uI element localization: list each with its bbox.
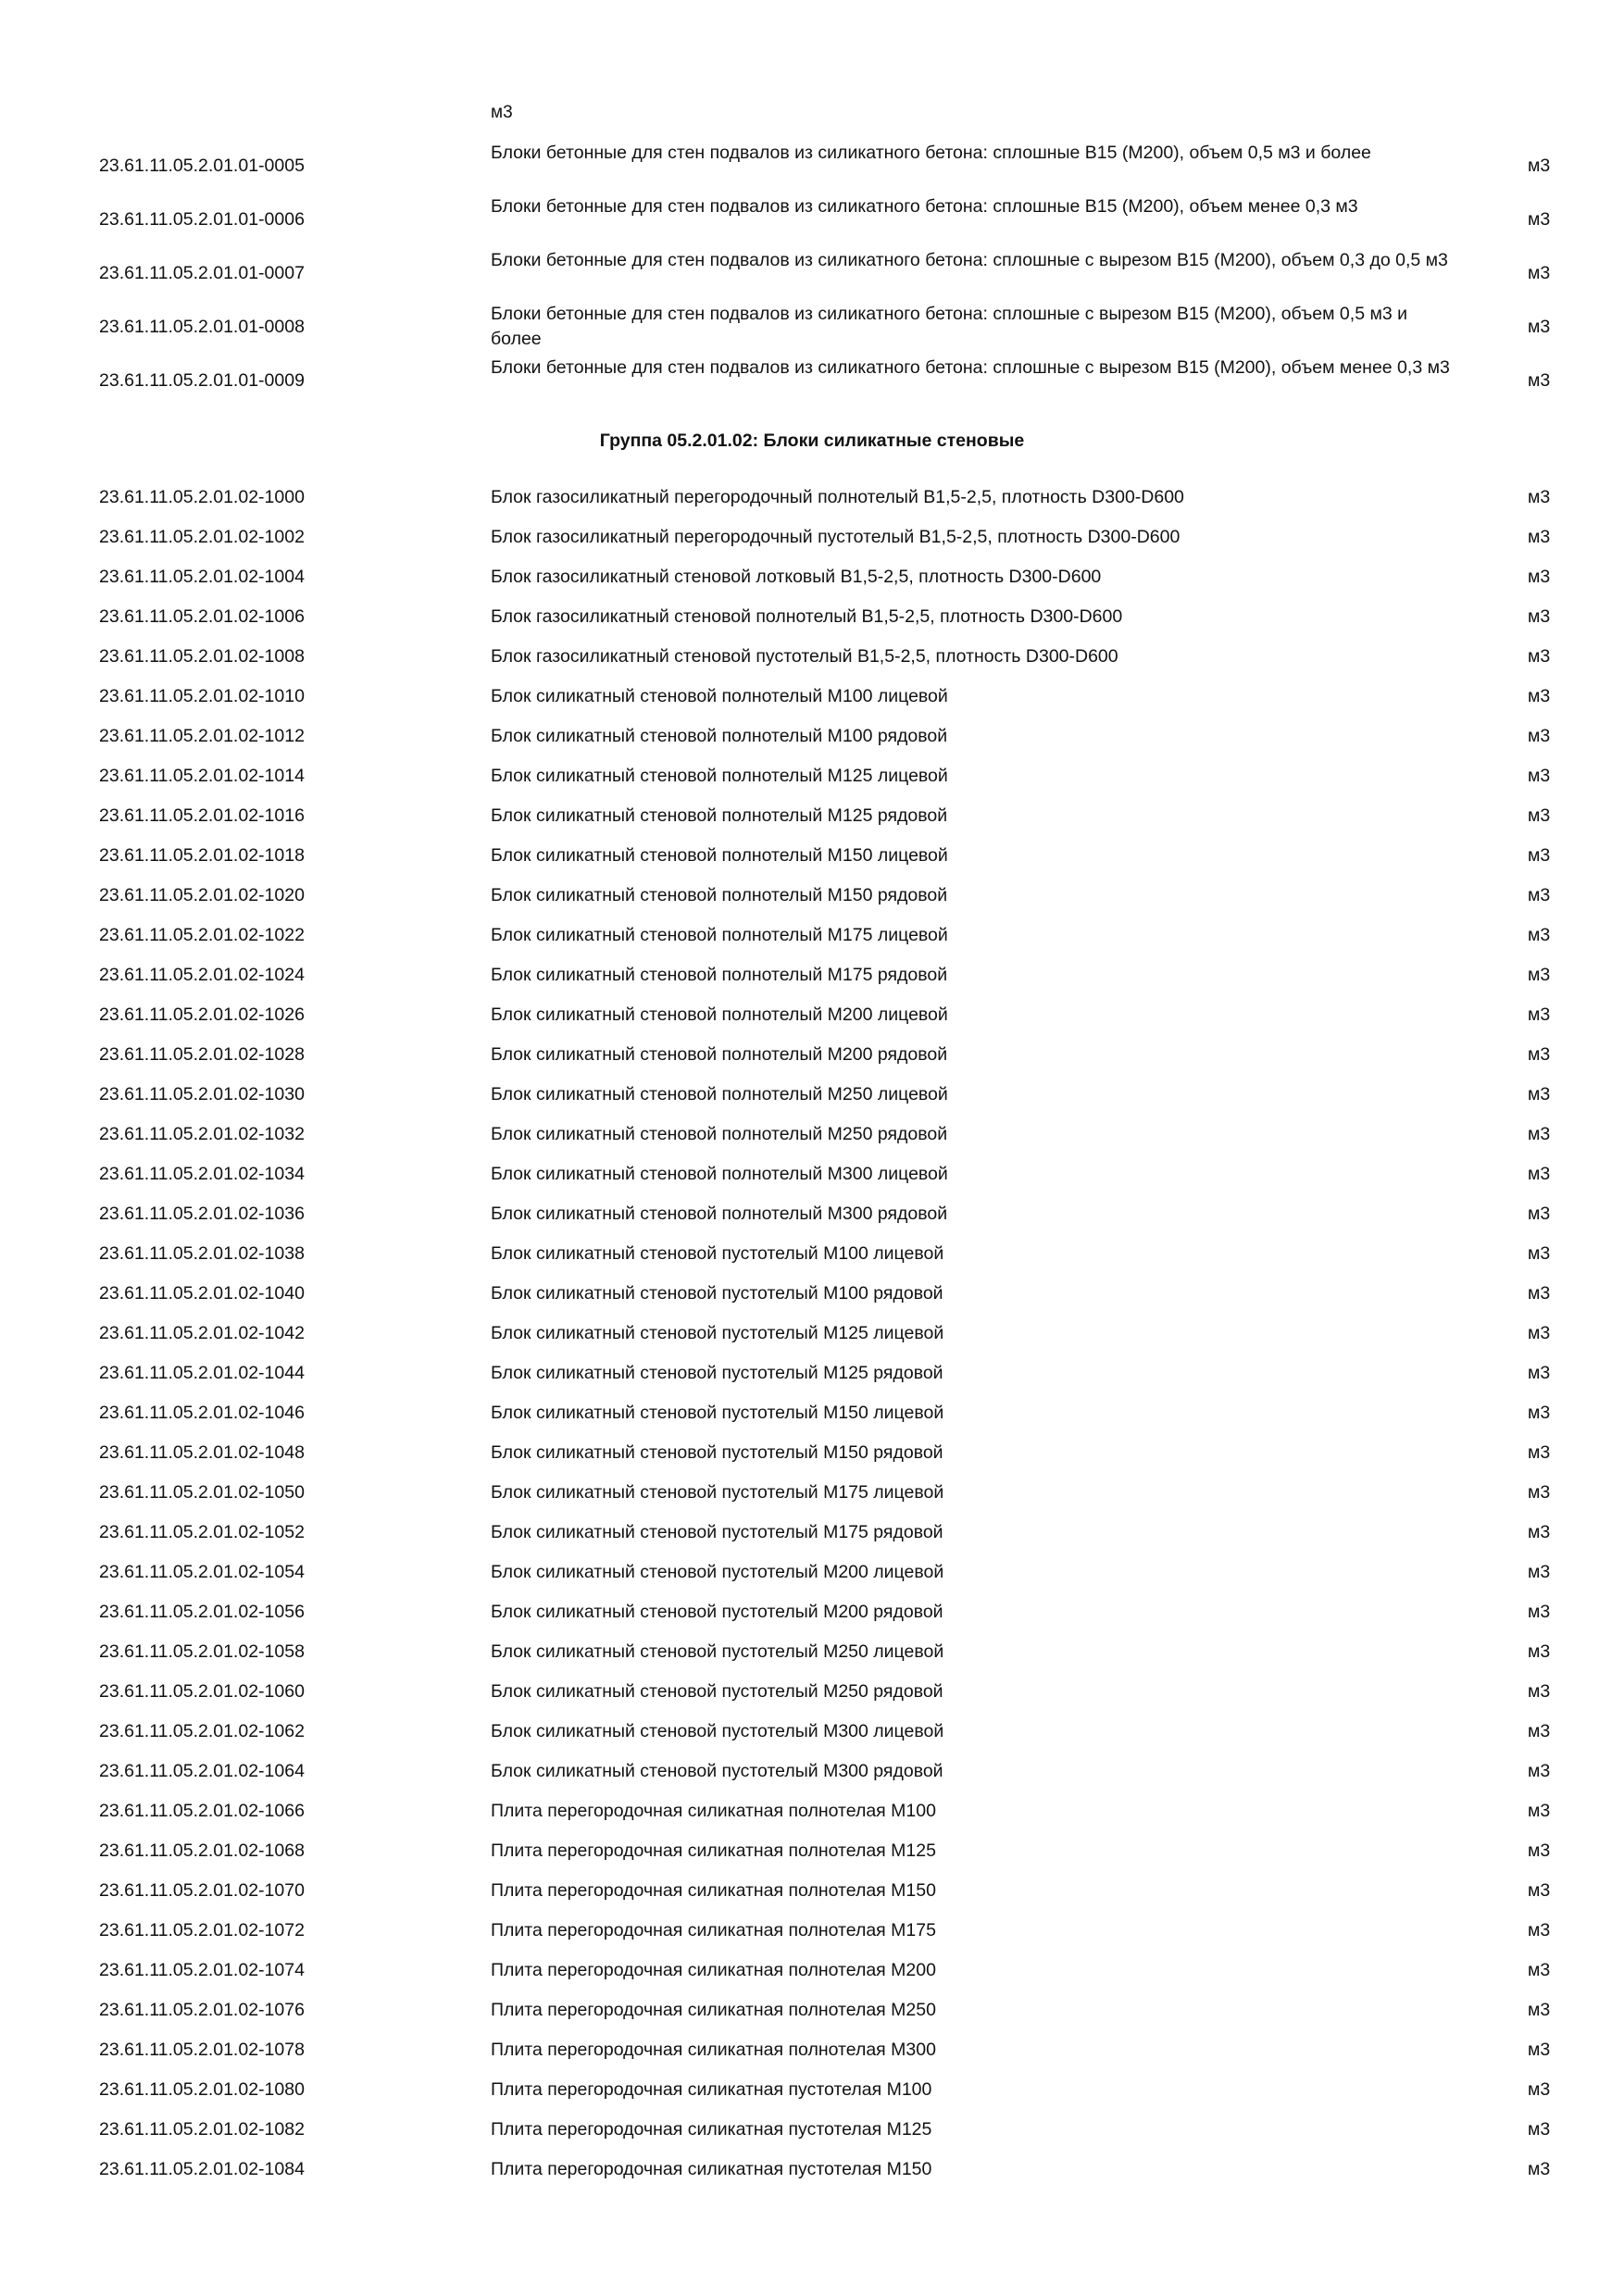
resource-code: 23.61.11.05.2.01.02-1062 <box>99 1721 305 1741</box>
unit-of-measure: м3 <box>1528 1442 1551 1463</box>
table-row <box>0 677 1624 717</box>
table-row <box>0 1473 1624 1513</box>
table-row <box>0 1314 1624 1354</box>
table-row <box>0 955 1624 995</box>
resource-name: Плита перегородочная силикатная полнотелая М150 <box>491 1880 936 1901</box>
unit-of-measure: м3 <box>1528 317 1551 337</box>
unit-of-measure: м3 <box>1528 606 1551 627</box>
resource-code: 23.61.11.05.2.01.02-1036 <box>99 1204 305 1224</box>
resource-code: 23.61.11.05.2.01.01-0005 <box>99 156 305 176</box>
resource-name: Блок силикатный стеновой пустотелый М300 рядовой <box>491 1761 943 1781</box>
unit-of-measure: м3 <box>1528 2000 1551 2020</box>
resource-code: 23.61.11.05.2.01.02-1066 <box>99 1801 305 1821</box>
resource-name: Блок силикатный стеновой пустотелый М125 лицевой <box>491 1323 944 1343</box>
continued-unit: м3 <box>491 103 513 122</box>
unit-of-measure: м3 <box>1528 156 1551 176</box>
unit-of-measure: м3 <box>1528 2040 1551 2060</box>
table-row <box>0 1791 1624 1831</box>
resource-name: Блок газосиликатный перегородочный полнотелый В1,5-2,5, плотность D300-D600 <box>491 487 1184 507</box>
table-row <box>0 2070 1624 2110</box>
unit-of-measure: м3 <box>1528 487 1551 507</box>
table-row <box>0 836 1624 876</box>
resource-code: 23.61.11.05.2.01.02-1044 <box>99 1363 305 1383</box>
resource-code: 23.61.11.05.2.01.02-1018 <box>99 845 305 866</box>
resource-name: Блок газосиликатный стеновой полнотелый В1,5-2,5, плотность D300-D600 <box>491 606 1123 627</box>
resource-code: 23.61.11.05.2.01.02-1014 <box>99 766 305 786</box>
unit-of-measure: м3 <box>1528 1562 1551 1582</box>
unit-of-measure: м3 <box>1528 885 1551 905</box>
resource-code: 23.61.11.05.2.01.02-1076 <box>99 2000 305 2020</box>
unit-of-measure: м3 <box>1528 1761 1551 1781</box>
table-row <box>0 1234 1624 1274</box>
unit-of-measure: м3 <box>1528 1403 1551 1423</box>
unit-of-measure: м3 <box>1528 1044 1551 1065</box>
resource-name: Блок силикатный стеновой полнотелый М125 лицевой <box>491 766 948 786</box>
table-row <box>0 995 1624 1035</box>
resource-name: Блок газосиликатный стеновой лотковый В1,5-2,5, плотность D300-D600 <box>491 567 1102 587</box>
resource-code: 23.61.11.05.2.01.02-1068 <box>99 1841 305 1861</box>
table-row <box>0 1075 1624 1115</box>
resource-code: 23.61.11.05.2.01.02-1030 <box>99 1084 305 1104</box>
unit-of-measure: м3 <box>1528 1681 1551 1702</box>
unit-of-measure: м3 <box>1528 263 1551 283</box>
unit-of-measure: м3 <box>1528 1004 1551 1025</box>
table-row <box>0 2150 1624 2190</box>
unit-of-measure: м3 <box>1528 1721 1551 1741</box>
unit-of-measure: м3 <box>1528 209 1551 230</box>
resource-name: Блок силикатный стеновой пустотелый М125 рядовой <box>491 1363 943 1383</box>
unit-of-measure: м3 <box>1528 766 1551 786</box>
resource-code: 23.61.11.05.2.01.02-1048 <box>99 1442 305 1463</box>
unit-of-measure: м3 <box>1528 2159 1551 2179</box>
unit-of-measure: м3 <box>1528 1243 1551 1264</box>
table-row <box>0 354 1624 407</box>
unit-of-measure: м3 <box>1528 370 1551 391</box>
table-row <box>0 2110 1624 2150</box>
table-row <box>0 1274 1624 1314</box>
table-row <box>0 1632 1624 1672</box>
resource-name: Блок силикатный стеновой полнотелый М150 рядовой <box>491 885 948 905</box>
resource-code: 23.61.11.05.2.01.02-1078 <box>99 2040 305 2060</box>
table-row <box>0 1154 1624 1194</box>
unit-of-measure: м3 <box>1528 1880 1551 1901</box>
table-row <box>0 1831 1624 1871</box>
table-row <box>0 1752 1624 1791</box>
resource-name: Плита перегородочная силикатная пустотелая М150 <box>491 2159 932 2179</box>
table-row <box>0 2030 1624 2070</box>
table-row <box>0 1035 1624 1075</box>
unit-of-measure: м3 <box>1528 845 1551 866</box>
resource-code: 23.61.11.05.2.01.02-1024 <box>99 965 305 985</box>
resource-name: Блок силикатный стеновой полнотелый М250 рядовой <box>491 1124 948 1144</box>
table-row <box>0 1911 1624 1951</box>
unit-of-measure: м3 <box>1528 527 1551 547</box>
table-row <box>0 876 1624 916</box>
group-heading: Группа 05.2.01.02: Блоки силикатные стеновые <box>599 430 1025 451</box>
resource-code: 23.61.11.05.2.01.02-1058 <box>99 1641 305 1662</box>
resource-name: Блок силикатный стеновой пустотелый М150 лицевой <box>491 1403 944 1423</box>
resource-name: Блок силикатный стеновой полнотелый М150 лицевой <box>491 845 948 866</box>
unit-of-measure: м3 <box>1528 726 1551 746</box>
resource-code: 23.61.11.05.2.01.02-1064 <box>99 1761 305 1781</box>
unit-of-measure: м3 <box>1528 567 1551 587</box>
unit-of-measure: м3 <box>1528 1920 1551 1940</box>
unit-of-measure: м3 <box>1528 1522 1551 1542</box>
resource-code: 23.61.11.05.2.01.02-1038 <box>99 1243 305 1264</box>
table-row <box>0 246 1624 300</box>
resource-code: 23.61.11.05.2.01.02-1054 <box>99 1562 305 1582</box>
resource-name: Плита перегородочная силикатная полнотелая М250 <box>491 2000 936 2020</box>
unit-of-measure: м3 <box>1528 1164 1551 1184</box>
table-row <box>0 1553 1624 1592</box>
unit-of-measure: м3 <box>1528 2079 1551 2100</box>
resource-name: Блоки бетонные для стен подвалов из силикатного бетона: сплошные с вырезом В15 (М200), объем 0,5 м3 и более <box>491 304 1408 349</box>
unit-of-measure: м3 <box>1528 1323 1551 1343</box>
resource-name: Блоки бетонные для стен подвалов из силикатного бетона: сплошные с вырезом В15 (М200), объем менее 0,3 м3 <box>491 357 1450 378</box>
resource-code: 23.61.11.05.2.01.02-1004 <box>99 567 305 587</box>
resource-name: Блок силикатный стеновой пустотелый М300 лицевой <box>491 1721 944 1741</box>
table-row <box>0 1592 1624 1632</box>
table-row <box>0 300 1624 354</box>
unit-of-measure: м3 <box>1528 646 1551 667</box>
resource-code: 23.61.11.05.2.01.02-1046 <box>99 1403 305 1423</box>
resource-code: 23.61.11.05.2.01.02-1072 <box>99 1920 305 1940</box>
table-row <box>0 518 1624 557</box>
table-row <box>0 1115 1624 1154</box>
resource-name: Плита перегородочная силикатная полнотелая М125 <box>491 1841 936 1861</box>
resource-name: Блок силикатный стеновой полнотелый М125 рядовой <box>491 805 948 826</box>
resource-code: 23.61.11.05.2.01.02-1060 <box>99 1681 305 1702</box>
unit-of-measure: м3 <box>1528 1204 1551 1224</box>
unit-of-measure: м3 <box>1528 1602 1551 1622</box>
resource-name: Блок силикатный стеновой пустотелый М150 рядовой <box>491 1442 943 1463</box>
resource-code: 23.61.11.05.2.01.02-1034 <box>99 1164 305 1184</box>
resource-code: 23.61.11.05.2.01.02-1056 <box>99 1602 305 1622</box>
table-row <box>0 1990 1624 2030</box>
resource-code: 23.61.11.05.2.01.02-1040 <box>99 1283 305 1304</box>
resource-name: Блок силикатный стеновой полнотелый М175 лицевой <box>491 925 948 945</box>
resource-code: 23.61.11.05.2.01.02-1006 <box>99 606 305 627</box>
resource-code: 23.61.11.05.2.01.01-0007 <box>99 263 305 283</box>
resource-code: 23.61.11.05.2.01.02-1070 <box>99 1880 305 1901</box>
resource-name: Блок силикатный стеновой пустотелый М100 рядовой <box>491 1283 943 1304</box>
resource-code: 23.61.11.05.2.01.02-1032 <box>99 1124 305 1144</box>
resource-name: Блок силикатный стеновой пустотелый М100 лицевой <box>491 1243 944 1264</box>
table-row <box>0 139 1624 193</box>
resource-name: Блок силикатный стеновой пустотелый М250 лицевой <box>491 1641 944 1662</box>
table-section-silicate-blocks <box>0 478 1624 2190</box>
resource-name: Блок силикатный стеновой полнотелый М175 рядовой <box>491 965 948 985</box>
resource-code: 23.61.11.05.2.01.02-1008 <box>99 646 305 667</box>
resource-name: Плита перегородочная силикатная полнотелая М100 <box>491 1801 936 1821</box>
resource-code: 23.61.11.05.2.01.02-1010 <box>99 686 305 706</box>
table-row <box>0 1871 1624 1911</box>
resource-code: 23.61.11.05.2.01.02-1028 <box>99 1044 305 1065</box>
unit-of-measure: м3 <box>1528 2119 1551 2140</box>
table-row <box>0 637 1624 677</box>
resource-code: 23.61.11.05.2.01.02-1026 <box>99 1004 305 1025</box>
table-row <box>0 557 1624 597</box>
table-row <box>0 1194 1624 1234</box>
resource-code: 23.61.11.05.2.01.01-0008 <box>99 317 305 337</box>
table-row <box>0 1712 1624 1752</box>
resource-name: Блок силикатный стеновой полнотелый М300 рядовой <box>491 1204 948 1224</box>
unit-of-measure: м3 <box>1528 1482 1551 1503</box>
unit-of-measure: м3 <box>1528 965 1551 985</box>
resource-name: Плита перегородочная силикатная полнотелая М300 <box>491 2040 936 2060</box>
resource-name: Блок силикатный стеновой полнотелый М100 лицевой <box>491 686 948 706</box>
resource-name: Плита перегородочная силикатная полнотелая М200 <box>491 1960 936 1980</box>
resource-name: Плита перегородочная силикатная полнотелая М175 <box>491 1920 936 1940</box>
unit-of-measure: м3 <box>1528 1084 1551 1104</box>
resource-code: 23.61.11.05.2.01.02-1084 <box>99 2159 305 2179</box>
resource-code: 23.61.11.05.2.01.02-1022 <box>99 925 305 945</box>
unit-of-measure: м3 <box>1528 686 1551 706</box>
resource-code: 23.61.11.05.2.01.02-1000 <box>99 487 305 507</box>
resource-code: 23.61.11.05.2.01.02-1050 <box>99 1482 305 1503</box>
unit-of-measure: м3 <box>1528 1363 1551 1383</box>
table-row <box>0 796 1624 836</box>
resource-name: Блоки бетонные для стен подвалов из силикатного бетона: сплошные с вырезом В15 (М200), объем 0,3 до 0,5 м3 <box>491 250 1448 270</box>
table-row <box>0 1393 1624 1433</box>
table-row <box>0 1354 1624 1393</box>
resource-name: Блок силикатный стеновой пустотелый М200 рядовой <box>491 1602 943 1622</box>
unit-of-measure: м3 <box>1528 1801 1551 1821</box>
resource-name: Блоки бетонные для стен подвалов из силикатного бетона: сплошные В15 (М200), объем менее 0,3 м3 <box>491 196 1358 217</box>
unit-of-measure: м3 <box>1528 805 1551 826</box>
resource-code: 23.61.11.05.2.01.02-1042 <box>99 1323 305 1343</box>
resource-name: Блок силикатный стеновой пустотелый М175 лицевой <box>491 1482 944 1503</box>
table-row <box>0 916 1624 955</box>
resource-name: Блок силикатный стеновой полнотелый М300 лицевой <box>491 1164 948 1184</box>
resource-name: Блок силикатный стеновой пустотелый М175 рядовой <box>491 1522 943 1542</box>
unit-of-measure: м3 <box>1528 1124 1551 1144</box>
table-row <box>0 478 1624 518</box>
table-row <box>0 756 1624 796</box>
unit-of-measure: м3 <box>1528 1641 1551 1662</box>
resource-code: 23.61.11.05.2.01.02-1074 <box>99 1960 305 1980</box>
resource-code: 23.61.11.05.2.01.02-1002 <box>99 527 305 547</box>
resource-name: Блок силикатный стеновой полнотелый М200 лицевой <box>491 1004 948 1025</box>
resource-name: Блок силикатный стеновой полнотелый М200 рядовой <box>491 1044 948 1065</box>
resource-name: Плита перегородочная силикатная пустотелая М125 <box>491 2119 932 2140</box>
resource-name: Плита перегородочная силикатная пустотелая М100 <box>491 2079 932 2100</box>
resource-code: 23.61.11.05.2.01.01-0009 <box>99 370 305 391</box>
resource-code: 23.61.11.05.2.01.02-1080 <box>99 2079 305 2100</box>
resource-code: 23.61.11.05.2.01.02-1082 <box>99 2119 305 2140</box>
resource-name: Блок силикатный стеновой пустотелый М200 лицевой <box>491 1562 944 1582</box>
resource-code: 23.61.11.05.2.01.02-1020 <box>99 885 305 905</box>
resource-name: Блок газосиликатный перегородочный пустотелый В1,5-2,5, плотность D300-D600 <box>491 527 1181 547</box>
table-section-basement-blocks <box>0 139 1624 407</box>
resource-code: 23.61.11.05.2.01.02-1052 <box>99 1522 305 1542</box>
resource-name: Блоки бетонные для стен подвалов из силикатного бетона: сплошные В15 (М200), объем 0,5 м3 и более <box>491 143 1371 163</box>
resource-code: 23.61.11.05.2.01.02-1016 <box>99 805 305 826</box>
resource-name: Блок силикатный стеновой пустотелый М250 рядовой <box>491 1681 943 1702</box>
table-row <box>0 1433 1624 1473</box>
unit-of-measure: м3 <box>1528 1283 1551 1304</box>
table-row <box>0 1672 1624 1712</box>
resource-name: Блок силикатный стеновой полнотелый М100 рядовой <box>491 726 948 746</box>
resource-code: 23.61.11.05.2.01.02-1012 <box>99 726 305 746</box>
unit-of-measure: м3 <box>1528 1960 1551 1980</box>
unit-of-measure: м3 <box>1528 1841 1551 1861</box>
table-row <box>0 193 1624 246</box>
table-row <box>0 1513 1624 1553</box>
table-row <box>0 1951 1624 1990</box>
unit-of-measure: м3 <box>1528 925 1551 945</box>
resource-name: Блок силикатный стеновой полнотелый М250 лицевой <box>491 1084 948 1104</box>
table-row <box>0 597 1624 637</box>
resource-name: Блок газосиликатный стеновой пустотелый В1,5-2,5, плотность D300-D600 <box>491 646 1118 667</box>
table-row <box>0 717 1624 756</box>
resource-code: 23.61.11.05.2.01.01-0006 <box>99 209 305 230</box>
